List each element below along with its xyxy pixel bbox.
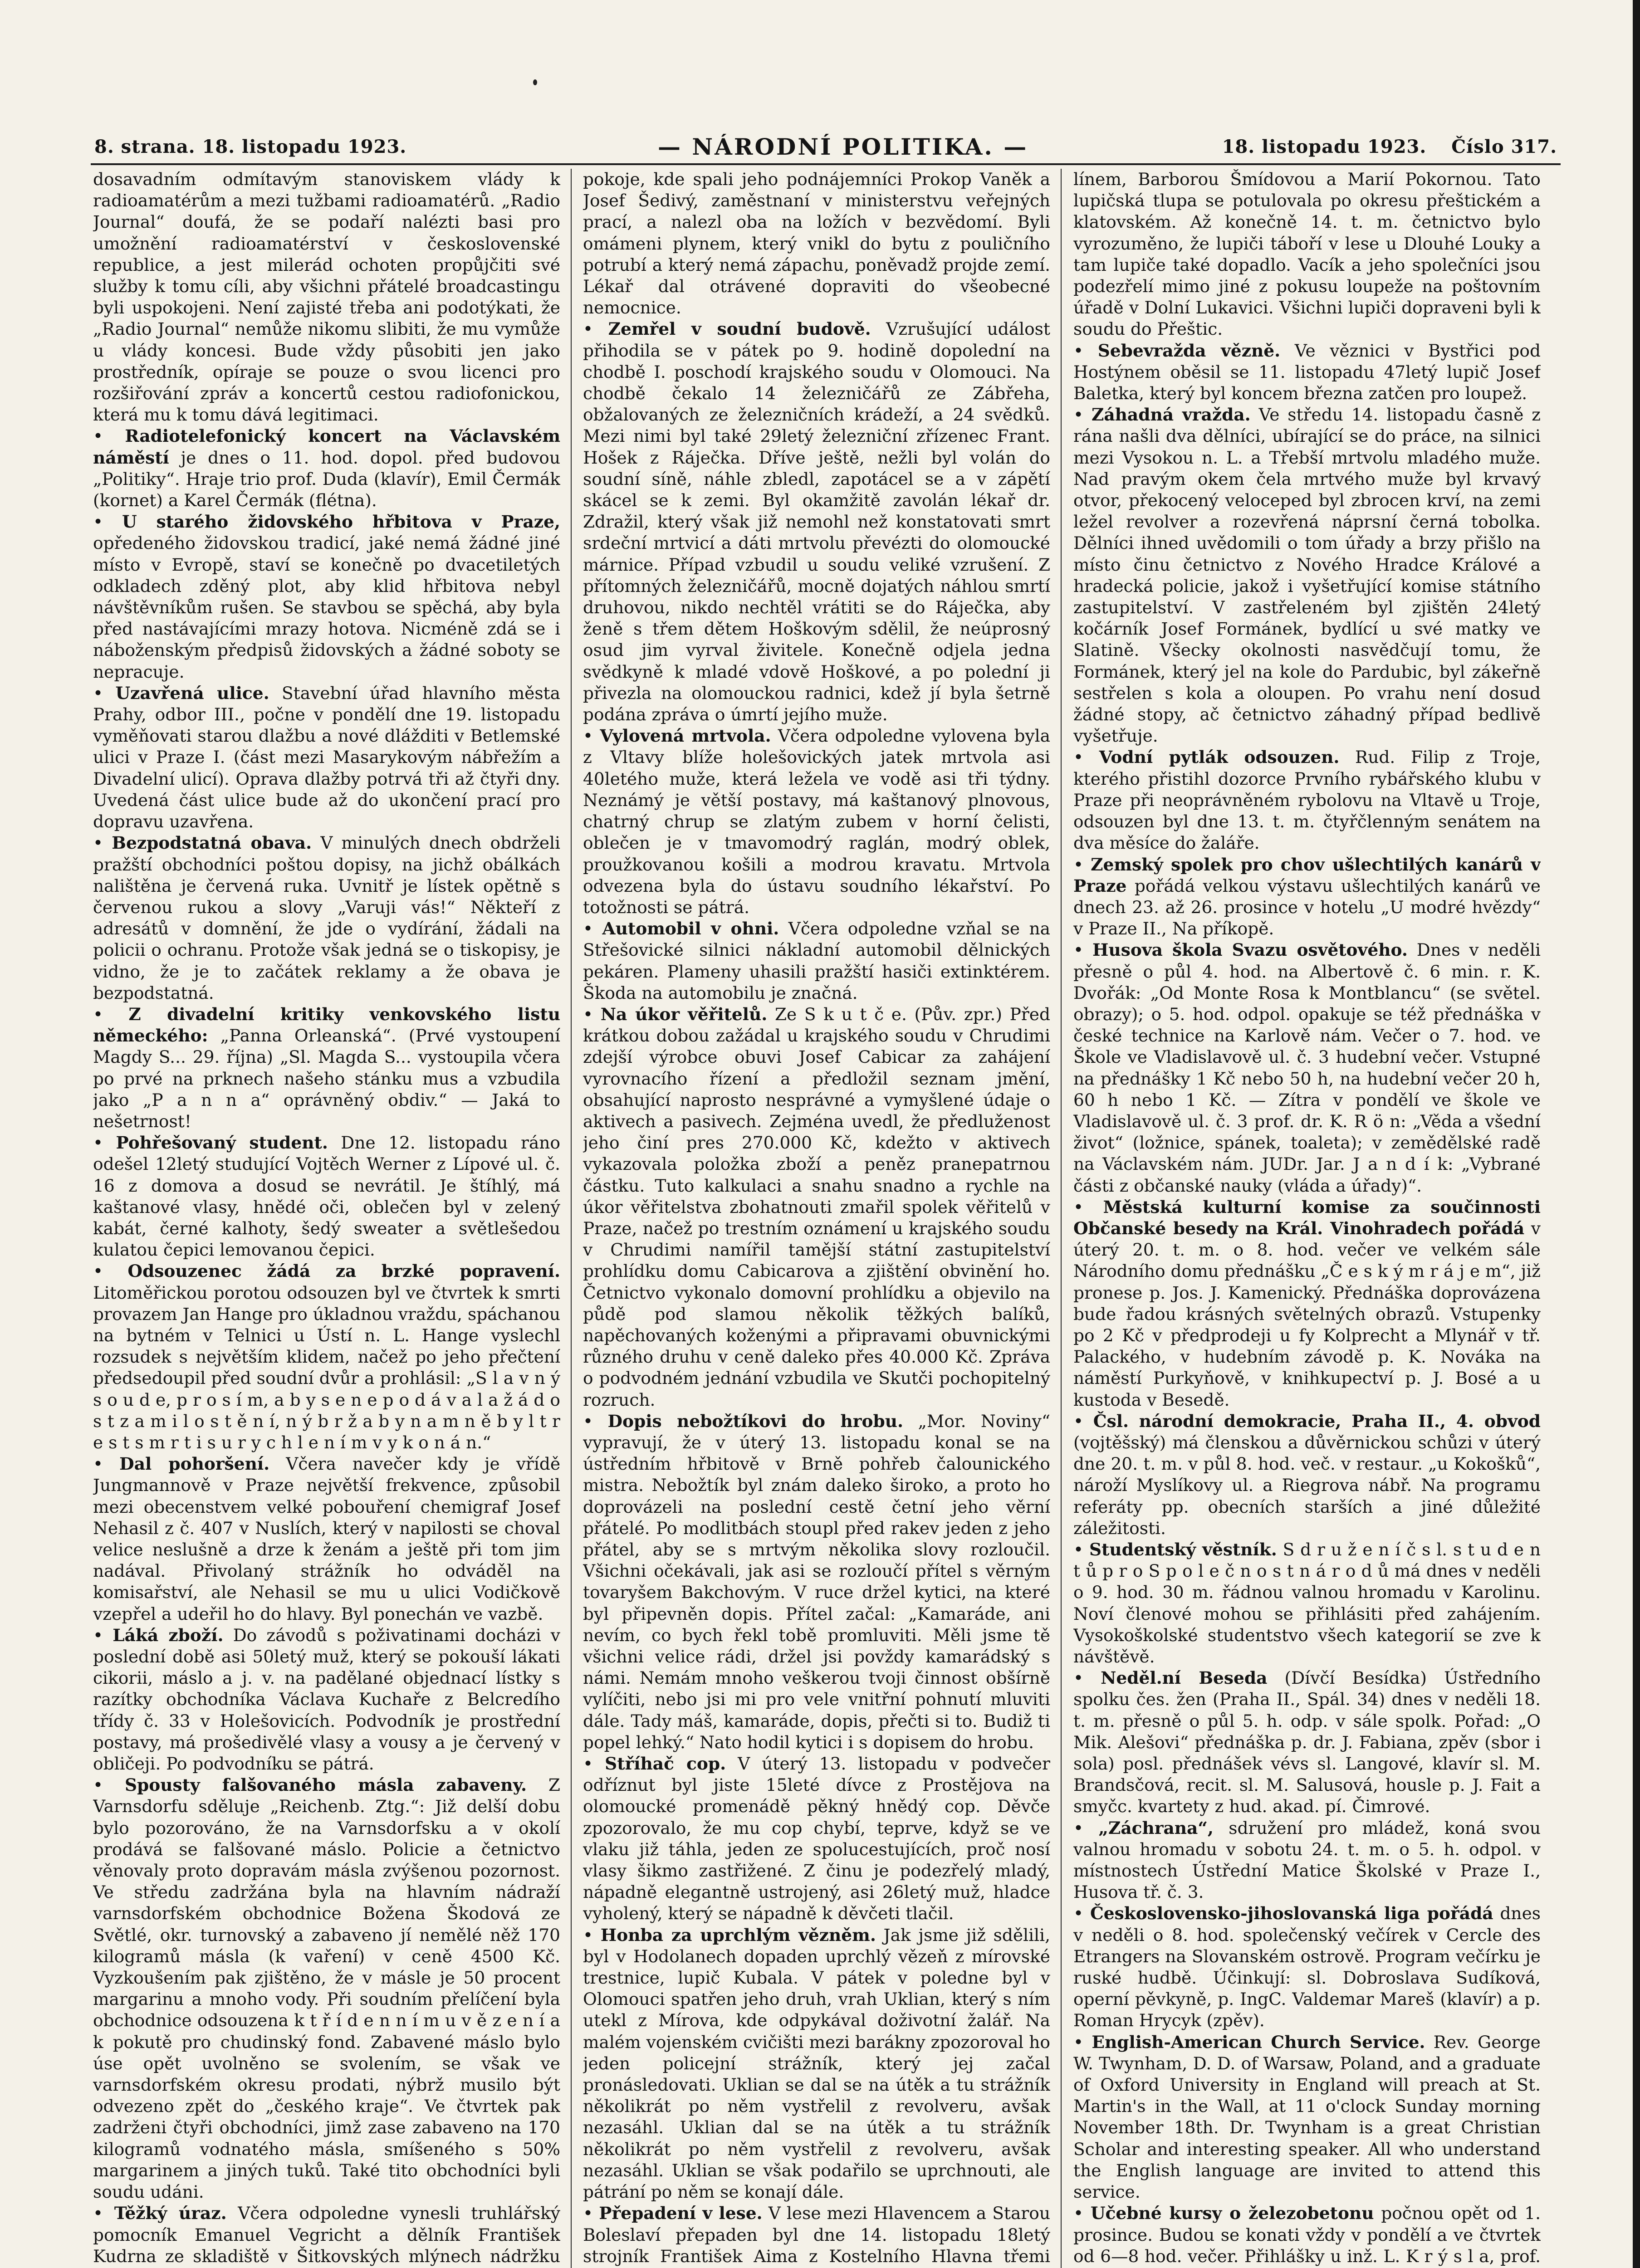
item-headline: Městská kulturní komise za součinnosti Občanské besedy na Král. Vinohradech pořádá (1073, 1197, 1541, 1238)
header-date: 18. listopadu 1923. (1222, 136, 1427, 157)
item-headline: „Záchrana“, (1098, 1818, 1214, 1838)
masthead-title: — NÁRODNÍ POLITIKA. — (658, 133, 1028, 160)
item-headline: Dopis nebožtíkovi do hrobu. (607, 1411, 904, 1431)
item-headline: Pohřešovaný student. (116, 1133, 328, 1153)
item-headline: Spousty falšovaného másla zabaveny. (124, 1775, 527, 1795)
news-item: • Dal pohoršení. Včera navečer kdy je vřídě Jungmannově v Praze největší frekvence, způsobil mezi obecenstvem velké pobouření chemigraf Josef Nehasil z č. 407 v Nuslích, který v napilosti se choval velice neslušně a drze k ženám a ještě při tom jim nadával. Přivolaný strážník ho odváděl na komisařství, ale Nehasil se mu u ulici Vodičkově vzepřel a udeřil ho do hlavy. Byl ponechán ve vazbě. (93, 1454, 560, 1624)
item-headline: Husova škola Svazu osvětového. (1092, 940, 1408, 960)
item-headline: Automobil v ohni. (602, 919, 779, 939)
item-headline: Těžký úraz. (114, 2203, 227, 2224)
news-item: • „Záchrana“, sdružení pro mládež, koná svou valnou hromadu v sobotu 24. t. m. o 5. h. odpol. v místnostech Ústřední Matice Školské v Praze I., Husova tř. č. 3. (1073, 1818, 1541, 1902)
print-speck (533, 79, 537, 85)
news-item: • Vodní pytlák odsouzen. Rud. Filip z Troje, kterého přistihl dozorce Prvního rybářského klubu v Praze při neoprávněném rybolovu na Vltavě u Troje, odsouzen byl dne 13. t. m. čtyřčlenným senátem na dva měsíce do žaláře. (1073, 747, 1541, 853)
item-headline: Československo-jihoslovanská liga pořádá (1090, 1903, 1493, 1924)
page-header (91, 133, 1561, 165)
column-2 (583, 169, 1050, 2268)
item-headline: Bezpodstatná obava. (112, 833, 312, 853)
item-headline: Vodní pytlák odsouzen. (1099, 747, 1340, 767)
item-headline: Láká zboží. (113, 1625, 224, 1645)
item-headline: Zemřel v soudní budově. (608, 319, 871, 339)
news-item: • Studentský věstník. S d r u ž e n í č s l. s t u d e n t ů p r o S p o l e č n o s t n á r o d ů má dnes v neděli o 9. hod. 30 m. řádnou valnou hromadu v Karolinu. Noví členové mohou se přihlásiti před zahájením. Vysokoškolské studentstvo všech kategorií se zve k návštěvě. (1073, 1540, 1541, 1667)
news-item: • Dopis nebožtíkovi do hrobu. „Mor. Noviny“ vypravují, že v úterý 13. listopadu konal se na ústředním hřbitově v Brně pohřeb čalounického mistra. Nebožtík byl znám daleko široko, a proto ho doprovázeli na poslední cestě četní jeho věrní přátelé. Po modlitbách stoupl před rakev jeden z jeho přátel, aby se s mrtvým několika slovy rozloučil. Všichni očekávali, jak asi se rozloučí přítel s věrným tovaryšem Bakchovým. V ruce držel kytici, na které byl připevněn dopis. Přítel začal: „Kamaráde, ani nevím, co bych řekl tobě promluviti. Měli jsme tě všichni velice rádi, držel jsi povždy kamarádský s námi. Nemám mnoho veškerou tvoji činnost obšírně vylíčiti, nebo jsi mi pro vele vnitřní pohnutí mluviti dále. Tady máš, kamaráde, dopis, přečti si to. Budiž ti popel lehký.“ Nato hodil kytici i s dopisem do hrobu. (583, 1411, 1050, 1752)
news-item: • Automobil v ohni. Včera odpoledne vzňal se na Střešovické silnici nákladní automobil dělnických pekáren. Plameny uhasili pražští hasiči extinktérem. Škoda na automobilu je značná. (583, 919, 1050, 1003)
news-item: • Odsouzenec žádá za brzké popravení. Litoměřickou porotou odsouzen byl ve čtvrtek k smrti provazem Jan Hange pro úkladnou vraždu, spáchanou na bytném v Telnici u Ústí n. L. Hange vyslechl rozsudek s největším klidem, načež po jeho přečtení předsedoupil před soudní dvůr a prohlásil: „S l a v n ý s o u d e, p r o s í m, a b y s e n e p o d á v a l a ž á d o s t z a m i l o s t ě n í, n ý b r ž a b y n a m n ě b y l t r e s t s m r t i s u r y c h l e n í m v y k o n á n.“ (93, 1261, 560, 1452)
column-3 (1073, 169, 1541, 2268)
news-item: • Uzavřená ulice. Stavební úřad hlavního města Prahy, odbor III., počne v pondělí dne 19. listopadu vyměňovati starou dlažbu a nové dlážditi v Betlemské ulici v Praze I. (část mezi Masarykovým nábřežím a Divadelní ulicí). Oprava dlažby potrvá tři až čtyři dny. Uvedená část ulice bude až do ukončení prací pro dopravu uzavřena. (93, 683, 560, 832)
item-headline: Čsl. národní demokracie, Praha II., 4. obvod (1093, 1411, 1541, 1431)
item-headline: Vylovená mrtvola. (600, 726, 771, 746)
item-headline: Neděl.ní Beseda (1101, 1668, 1268, 1688)
news-item: • Učebné kursy o železobetonu počnou opět od 1. prosince. Budou se konati vždy v pondělí a ve čtvrtek od 6—8 hod. večer. Přihlášky u inž. L. K r ý s l a, prof. (1073, 2203, 1541, 2266)
news-item: • Městská kulturní komise za součinnosti Občanské besedy na Král. Vinohradech pořádá v úterý 20. t. m. o 8. hod. večer ve velkém sále Národního domu přednášku „Č e s k ý m r á j e m“, již pronese p. Jos. J. Kamenický. Přednáška doprovázena bude řadou krásných světelných obrazů. Vstupenky po 2 Kč v předprodeji u fy Kolprecht a Mlynář v tř. Palackého, v hudebním závodě p. K. Nováka na náměstí Purkyňově, v knihkupectví p. J. Bosé a u kustoda v Besedě. (1073, 1197, 1541, 1410)
item-headline: Honba za uprchlým vězněm. (600, 1925, 876, 1945)
column-1 (93, 169, 560, 2268)
item-headline: Dal pohoršení. (119, 1454, 270, 1474)
news-item: • Spousty falšovaného másla zabaveny. Z Varnsdorfu sděluje „Reichenb. Ztg.“: Již delší dobu bylo pozorováno, že na Varnsdorfsku a v okolí prodává se falšované máslo. Policie a četnictvo věnovaly proto dopravám másla zvýšenou pozornost. Ve středu zadržána byla na hlavním nádraží varnsdorfském obchodnice Božena Škodová ze Světlé, okr. turnovský a zabaveno jí nemělé něž 170 kilogramů másla (k vaření) v ceně 4500 Kč. Vyzkoušením pak zjištěno, že v másle je 50 procent margarinu a mnoho vody. Při soudním přelíčení byla obchodnice odsouzena k t ř í d e n n í m u v ě z e n í a k pokutě pro chudinský fond. Zabavené máslo bylo úse opět uvolněno se svolením, se však ve varnsdorfském okresu prodati, nýbrž musilo být odvezeno zpět do „českého kraje“. Ve čtvrtek pak zadrženi čtyři obchodníci, jimž zase zabaveno na 170 kilogramů vodnatého másla, smíšeného s 50% margarinem a jiných tuků. Také tito obchodníci byli soudu udáni. (93, 1775, 560, 2202)
news-item: • English-American Church Service. Rev. George W. Twynham, D. D. of Warsaw, Poland, and a graduate of Oxford University in England will preach at St. Martin's in the Wall, at 11 o'clock Sunday morning November 18th. Dr. Twynham is a great Christian Scholar and interesting speaker. All who understand the English language are invited to attend this service. (1073, 2032, 1541, 2202)
news-item: • Z divadelní kritiky venkovského listu německého: „Panna Orleanská“. (Prvé vystoupení Magdy S... 29. října) „Sl. Magda S... vystoupila včera po prvé na prknech našeho stánku mus a vzbudila jako „P a n n a“ oprávněný obdiv.“ — Jaká to nešetrnost! (93, 1004, 560, 1131)
item-headline: Zemský spolek pro chov ušlechtilých kanárů v Praze (1073, 854, 1541, 896)
item-headline: Sebevražda vězně. (1097, 340, 1281, 361)
news-item: • Zemřel v soudní budově. Vzrušující událost přihodila se v pátek po 9. hodině dopolední na chodbě I. poschodí krajského soudu v Olomouci. Na chodbě čekalo 14 železničářů ze Zábřeha, obžalovaných ze železničních krádeží, a 24 svědků. Mezi nimi byl také 29letý železniční zřízenec Frant. Hošek z Ráječka. Dříve ještě, nežli byl volán do soudní síně, náhle zbledl, zapotácel se a v zápětí skácel se k zemi. Byl okamžitě zavolán lékař dr. Zdražil, který však již nemohl než konstatovati smrt srdeční mrtvicí a dáti mrtvolu převézti do olomoucké márnice. Případ vzbudil u soudu veliké vzrušení. Z přítomných železničářů, mocně dojatých náhlou smrtí druhovou, nikdo nechtěl vrátiti se do Ráječka, aby ženě s třem dětem Hoškovým sdělil, že neúprosný osud jim vyrval živitele. Konečně odjela jedna svědkyně k mladé vdově Hoškové, a po polední ji přivezla na olomouckou radnici, kdež jí byla šetrně podána zpráva o úmrtí jejího muže. (583, 319, 1050, 725)
news-item: • U starého židovského hřbitova v Praze, opředeného židovskou tradicí, jaké nemá žádné jiné místo v Evropě, staví se konečně po dvacetiletých odkladech zděný plot, aby klid hřbitova nebyl návštěvníkům rušen. Se stavbou se spěchá, aby byla před nastávajícími mrazy hotova. Nicméně zdá se i náboženským předpisů židovských a žádné soboty se nepracuje. (93, 512, 560, 682)
news-item: • Husova škola Svazu osvětového. Dnes v neděli přesně o půl 4. hod. na Albertově č. 6 min. r. K. Dvořák: „Od Monte Rosa k Montblancu“ (se světel. obrazy); o 5. hod. odpol. opakuje se též přednáška v české technice na Karlově nám. Večer o 7. hod. ve Škole ve Vladislavově ul. č. 3 hudební večer. Vstupné na přednášky 1 Kč nebo 50 h, na hudební večer 20 h, 60 h nebo 1 Kč. — Zítra v pondělí ve škole ve Vladislavově ul. č. 3 prof. dr. K. R ö n: „Věda a všední život“ (ložnice, spánek, toaleta); v zemědělské radě na Václavském nám. JUDr. Jar. J a n d í k: „Vybrané části z občanské nauky (vláda a úřady)“. (1073, 940, 1541, 1196)
article-paragraph: dosavadním odmítavým stanoviskem vlády k radioamatérům a mezi tužbami radioamatérů. „Radio Journal“ doufá, že se podaří nalézti basi pro umožnění radioamatérství v československé republice, a jest milerád ochoten propůjčiti své služby k tomu cíli, aby všichni přátelé broadcastingu byli uspokojeni. Není zajisté třeba ani podotýkati, že „Radio Journal“ nemůže nikomu slibiti, že mu vymůže u vlády koncesi. Bude vždy působiti jen jako prostředník, opíraje se pouze o svou licenci pro rozšiřování zpráv a koncertů cestou radiofonickou, která mu k tomu dává legitimaci. (93, 169, 560, 425)
item-headline: Záhadná vražda. (1091, 405, 1251, 425)
news-item: • Čsl. národní demokracie, Praha II., 4. obvod (vojtěšský) má členskou a důvěrnickou schůzi v úterý dne 20. t. m. v půl 8. hod. več. v restaur. „u Kokošků“, nároží Myslíkovy ul. a Riegrova nábř. Na programu referáty pp. obecních starších a jiné důležité záležitosti. (1073, 1411, 1541, 1538)
item-headline: Radiotelefonický koncert na Václavském náměstí (93, 426, 560, 468)
news-item: • Vylovená mrtvola. Včera odpoledne vylovena byla z Vltavy blíže holešovických jatek mrtvola asi 40letého muže, která ležela ve vodě asi tři týdny. Neznámý je větší postavy, má kaštanový plnovous, chatrný chrup se zlatým zubem v horní čelisti, oblečen je v tmavomodrý raglán, modrý oblek, proužkovanou košili a modrou kravatu. Mrtvola odvezena byla do ústavu soudního lékařství. Po totožnosti se pátrá. (583, 726, 1050, 917)
news-item: • Záhadná vražda. Ve středu 14. listopadu časně z rána našli dva dělníci, ubírající se do práce, na silnici mezi Vysokou n. L. a Třebší mrtvolu mladého muže. Nad pravým okem čela mrtvého muže byl krvavý otvor, překocený veloceped byl zbrocen krví, na zemi ležel revolver a rozevřená náprsní černá tobolka. Dělníci ihned uvědomili o tom úřady a brzy přišlo na místo činu četnictvo z Nového Hradce Králové a hradecká policie, jakož i vyšetřující komise státního zastupitelství. V zastřeleném byl zjištěn 24letý kočárník Josef Formánek, bydlící u své matky ve Slatině. Všecky okolnosti nasvědčují tomu, že Formánek, který jel na kole do Pardubic, byl zákeřně sestřelen s kola a oloupen. Po vrahu není dosud žádné stopy, ač četnictvo záhadný případ bedlivě vyšetřuje. (1073, 405, 1541, 746)
news-item: • Sebevražda vězně. Ve věznici v Bystřici pod Hostýnem oběsil se 11. listopadu 47letý lupič Josef Baletka, který byl koncem března zatčen pro loupež. (1073, 340, 1541, 404)
news-item: • Honba za uprchlým vězněm. Jak jsme již sdělili, byl v Hodolanech dopaden uprchlý vězeň z mírovské trestnice, lupič Kubala. V pátek v poledne byl v Olomouci spatřen jeho druh, vrah Uklian, který s ním utekl z Mírova, kde odpykával doživotní žalář. Na malém vojenském cvičišti mezi barákny zpozoroval ho jeden policejní strážník, který jej začal pronásledovati. Uklian se dal se na útěk a tu strážník několikrát po něm vystřelil z revolveru, avšak nezasáhl. Uklian dal se na útěk a tu strážník několikrát po něm vystřelil z revolveru, avšak nezasáhl. Uklian se však podařilo se uprchnouti, ale pátrání po něm se konají dále. (583, 1925, 1050, 2202)
column-divider (571, 169, 572, 2268)
news-item: • Láká zboží. Do závodů s poživatinami docházi v poslední době asi 50letý muž, který se pokouší lákati cikorii, máslo a j. v. na padělané objednací lístky s razítky obchodníka Václava Kuchaře z Belcredího třídy č. 33 v Holešovicích. Podvodník je prostřední postavy, má prošedivělé vlasy a vousy a je červený v obličeji. Po podvodníku se pátrá. (93, 1625, 560, 1774)
news-item: • Zemský spolek pro chov ušlechtilých kanárů v Praze pořádá velkou výstavu ušlechtilých kanárů ve dnech 23. až 26. prosince v hotelu „U modré hvězdy“ v Praze II., Na příkopě. (1073, 854, 1541, 939)
item-headline: Přepadení v lese. (599, 2203, 763, 2224)
issue-number: Číslo 317. (1451, 136, 1557, 157)
news-item: • Přepadení v lese. V lese mezi Hlavencem a Starou Boleslaví přepaden byl dne 14. listopadu 18letý strojník František Aima z Kostelního Hlavna třemi (583, 2203, 1050, 2266)
item-headline: English-American Church Service. (1092, 2032, 1425, 2052)
item-headline: Z divadelní kritiky venkovského listu německého: (93, 1004, 560, 1046)
news-item: • Pohřešovaný student. Dne 12. listopadu ráno odešel 12letý studující Vojtěch Werner z Lípové ul. č. 16 z domova a dosud se nevrátil. Je štíhlý, má kaštanové vlasy, hnědé oči, oblečen byl v zelený kabát, černé kalhoty, šedý sweater a světlešedou kulatou čepici lemovanou čepici. (93, 1133, 560, 1260)
page-edge-shadow (1633, 0, 1640, 2268)
item-headline: Stříhač cop. (605, 1754, 726, 1774)
news-item: • Radiotelefonický koncert na Václavském náměstí je dnes o 11. hod. dopol. před budovou „Politiky“. Hraje trio prof. Duda (klavír), Emil Čermák (kornet) a Karel Čermák (flétna). (93, 426, 560, 511)
page-number-and-date: 8. strana. 18. listopadu 1923. (94, 136, 407, 157)
item-headline: Učebné kursy o železobetonu (1090, 2203, 1374, 2224)
news-item: • Neděl.ní Beseda (Dívčí Besídka) Ústředního spolku čes. žen (Praha II., Spál. 34) dnes v neděli 18. t. m. přesně o půl 5. h. odp. v sále spolk. Pořad: „O Mik. Alešovi“ přednáška p. dr. J. Fabiana, zpěv (sbor i sola) posl. přednášek vévs sl. Langové, klavír sl. M. Brandsčová, recit. sl. M. Salusová, housle p. J. Fait a smyčc. kvartety z hud. akad. pí. Čimrové. (1073, 1668, 1541, 1817)
news-item: • Stříhač cop. V úterý 13. listopadu v podvečer odříznut byl jiste 15leté dívce z Prostějova na olomoucké promenádě pěkný hnědý cop. Děvče zpozorovalo, že mu cop chybí, teprve, když se ve vlaku již táhla, jeden ze spolucestujících, proč nosí vlasy šikmo zastřižené. Z činu je podezřelý mladý, nápadně elegantně ustrojený, asi 26letý muž, hladce vyholený, který se nápadně k děvčeti tlačil. (583, 1754, 1050, 1924)
news-item: • Těžký úraz. Včera odpoledne vynesli truhlářský pomocník Emanuel Vegricht a dělník František Kudrna ze skladiště v Šitkovských mlýnech nádržku (93, 2203, 560, 2266)
header-right (1204, 136, 1557, 157)
item-headline: Studentský věstník. (1089, 1540, 1277, 1559)
news-item: • Československo-jihoslovanská liga pořádá dnes v neděli o 8. hod. společenský večírek v Cercle des Etrangers na Slovanském ostrově. Program večírku je ruské hudbě. Účinkují: sl. Dobroslava Sudíková, operní pěvkyně, p. IngC. Valdemar Mareš (klavír) a p. Roman Hrycyk (zpěv). (1073, 1903, 1541, 2031)
news-item: • Bezpodstatná obava. V minulých dnech obdrželi pražští obchodníci poštou dopisy, na jichž obálkách nalištěna je červená ruka. Uvnitř je lístek opětně s červenou rukou a slovy „Varuji vás!“ Někteří z adresátů v domnění, že jde o vydírání, žádali na policii o ochranu. Protože však jedná se o tiskopisy, je vidno, že je to začátek reklamy a že obava je bezpodstatná. (93, 833, 560, 1003)
article-paragraph: línem, Barborou Šmídovou a Marií Pokornou. Tato lupičská tlupa se potulovala po okresu přeštickém a klatovském. Až konečně 14. t. m. četnictvo bylo vyrozuměno, že lupiči táboří v lese u Dlouhé Louky a tam lupiče také dopadlo. Vacík a jeho společníci jsou podezřelí mimo jiné z pokusu loupeže na poštovním úřadě v Dolní Lukavici. Všichni lupiči dopraveni byli k soudu do Přeštic. (1073, 169, 1541, 339)
news-item: • Na úkor věřitelů. Ze S k u t č e. (Pův. zpr.) Před krátkou dobou zažádal u krajského soudu v Chrudimi zdejší výrobce obuvi Josef Cabicar za zahájení vyrovnacího řízení a předložil seznam jmění, obsahující naprosto nesprávné a vymyšlené údaje o aktivech a pasivech. Zejména uvedl, že předluženost jeho činí pres 270.000 Kč, kdežto v aktivech vykazovala položka zboží a peněz pranepatrnou částku. Tuto kalkulaci a snahu snadno a rychle na úkor věřitelstva zbohatnouti zmařil spolek věřitelů v Praze, načež po trestním oznámení u krajského soudu v Chrudimi namířil tamější státní zastupitelství prohlídku domu Cabicarova a zjištění obvinění ho. Četnictvo vykonalo domovní prohlídku a objevilo na půdě pod slamou několik těžkých balíků, napěchovaných koženými a připravami obuvnickými různého druhu v ceně daleko přes 40.000 Kč. Zpráva o podvodném jednání vzbudila ve Skutči pochopitelný rozruch. (583, 1004, 1050, 1410)
article-paragraph: pokoje, kde spali jeho podnájemníci Prokop Vaněk a Josef Šedivý, zaměstnaní v ministerstvu veřejných prací, a nalezl oba na ložích v bezvědomí. Byli omámeni plynem, který vnikl do bytu z pouličního potrubí a který nemá zápachu, poněvadž projde zemí. Lékař dal otrávené dopraviti do všeobecné nemocnice. (583, 169, 1050, 318)
item-headline: Uzavřená ulice. (115, 683, 269, 703)
item-headline: Na úkor věřitelů. (600, 1004, 768, 1024)
item-headline: Odsouzenec žádá za brzké popravení. (127, 1261, 560, 1281)
column-divider (1061, 169, 1062, 2268)
item-headline: U starého židovského hřbitova v Praze, (122, 512, 560, 532)
